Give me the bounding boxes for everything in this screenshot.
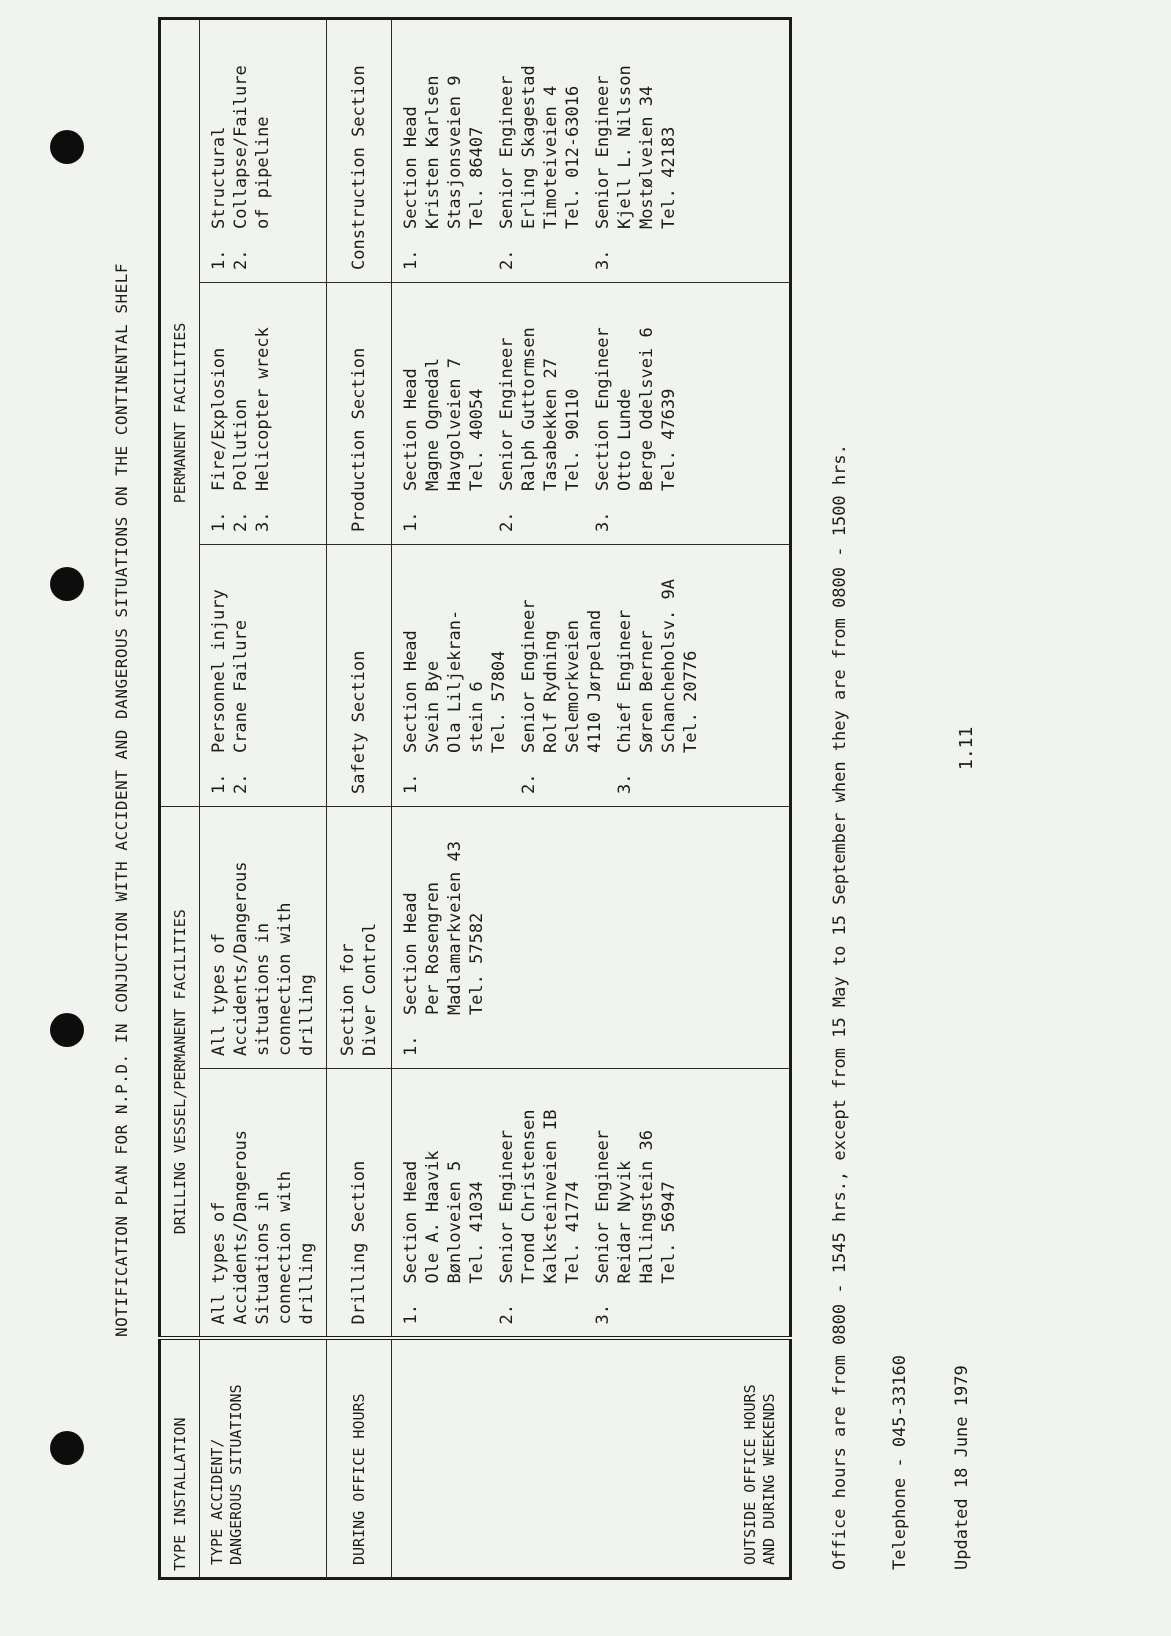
- contact-line: Per Rosengren: [423, 882, 443, 1056]
- contact-line: Tel. 42183: [659, 126, 679, 270]
- contact-line: Berge Odelsvei 6: [637, 327, 657, 532]
- contact-line: Erling Skagestad: [519, 65, 539, 270]
- contact-line: stein 6: [467, 681, 487, 794]
- contact-line: Tel. 56947: [659, 1181, 679, 1325]
- text-line: Accidents/Dangerous: [231, 861, 251, 1056]
- contact-line: 1. Section Head: [401, 368, 421, 532]
- text-line: of pipeline: [253, 116, 273, 270]
- contact-line: 1. Section Head: [401, 892, 421, 1056]
- contact-line: Timoteiveien 4: [541, 85, 561, 270]
- text-line: 2. Crane Failure: [231, 619, 251, 794]
- contact-line: 3. Senior Engineer: [593, 1130, 613, 1325]
- type-cell: [200, 806, 327, 1068]
- section-cell: [327, 806, 392, 1068]
- contact-entry: [518, 557, 606, 794]
- contact-line: 2. Senior Engineer: [497, 1130, 517, 1325]
- telephone-note: Telephone - 045-33160: [890, 1355, 910, 1570]
- contact-line: 1. Section Head: [401, 1160, 421, 1325]
- contacts-cell: [392, 282, 791, 544]
- corner-header: TYPE INSTALLATION: [160, 1339, 200, 1579]
- section-cell: [327, 282, 392, 544]
- contact-line: Tel. 90110: [563, 388, 583, 532]
- contact-line: Madlamarkveien 43: [445, 841, 465, 1056]
- contact-entry: [592, 1081, 680, 1325]
- contact-line: Trond Christensen: [519, 1109, 539, 1325]
- contacts-cell: [392, 18, 791, 282]
- text-line: 1. Fire/Explosion: [209, 347, 229, 532]
- notification-table: [158, 17, 792, 1580]
- text-line: Production Section: [349, 347, 369, 532]
- text-line: Construction Section: [349, 65, 369, 270]
- contact-line: Magne Ognedal: [423, 357, 443, 532]
- text-line: situations in: [253, 922, 273, 1056]
- contact-line: 2. Senior Engineer: [497, 75, 517, 270]
- text-line: All types of: [209, 933, 229, 1056]
- contact-line: Kjell L. Nilsson: [615, 65, 635, 270]
- type-row-label: TYPE ACCIDENT/ DANGEROUS SITUATIONS: [200, 1339, 327, 1579]
- contact-line: Tel. 012-63016: [563, 85, 583, 270]
- office-hours-note: Office hours are from 0800 - 1545 hrs., except from 15 May to 15 September when they are from 0800 - 1500 hrs.: [830, 444, 850, 1570]
- contact-line: Tel. 41034: [467, 1181, 487, 1325]
- text-line: 1. Structural: [209, 126, 229, 270]
- contact-entry: [496, 295, 584, 532]
- contact-line: 3. Section Engineer: [593, 327, 613, 532]
- type-cell: [200, 282, 327, 544]
- rotated-page: [60, 0, 1160, 1580]
- page-number: 1.11: [956, 726, 977, 770]
- section-cell: [327, 544, 392, 806]
- updated-note: Updated 18 June 1979: [952, 1365, 972, 1570]
- text-line: drilling: [297, 1242, 317, 1325]
- contact-line: Tel. 86407: [467, 126, 487, 270]
- contact-line: 4110 Jørpeland: [585, 609, 605, 794]
- contact-line: Stasjonsveien 9: [445, 75, 465, 270]
- contact-line: Svein Bye: [423, 660, 443, 794]
- contact-line: 3. Senior Engineer: [593, 75, 613, 270]
- contact-line: Bønloveien 5: [445, 1160, 465, 1325]
- contact-line: Ralph Guttormsen: [519, 327, 539, 532]
- contact-line: Selemorkveien: [563, 619, 583, 794]
- drilling-vessel-header: DRILLING VESSEL/PERMANENT FACILITIES: [160, 806, 200, 1338]
- text-line: Diver Control: [360, 922, 380, 1056]
- contacts-cell: [392, 1069, 791, 1339]
- contact-entry: [400, 32, 488, 270]
- text-line: 2. Pollution: [231, 398, 251, 532]
- section-cell: [327, 18, 392, 282]
- contact-entry: [400, 819, 488, 1056]
- contact-line: Søren Berner: [637, 630, 657, 794]
- text-line: Section for: [338, 943, 358, 1056]
- type-cell: [200, 18, 327, 282]
- contact-line: Kalksteinveien IB: [541, 1109, 561, 1325]
- outside-hours-row-label: OUTSIDE OFFICE HOURS AND DURING WEEKENDS: [392, 1339, 791, 1579]
- contact-line: Tel. 47639: [659, 388, 679, 532]
- contact-line: 2. Senior Engineer: [519, 599, 539, 794]
- contact-line: Rolf Rydning: [541, 630, 561, 794]
- contacts-cell: [392, 544, 791, 806]
- contact-entry: [400, 557, 510, 794]
- contact-line: Tel. 57582: [467, 912, 487, 1056]
- contact-entry: [400, 295, 488, 532]
- contact-line: 1. Section Head: [401, 106, 421, 270]
- contact-line: Havgolveien 7: [445, 357, 465, 532]
- contact-entry: [496, 32, 584, 270]
- contact-line: Reidar Nyvik: [615, 1160, 635, 1325]
- text-line: Drilling Section: [349, 1160, 369, 1325]
- text-line: All types of: [209, 1201, 229, 1325]
- text-line: connection with: [275, 902, 295, 1056]
- contact-entry: [496, 1081, 584, 1325]
- contact-entry: [400, 1081, 488, 1325]
- permanent-facilities-header: PERMANENT FACILITIES: [160, 18, 200, 806]
- contact-line: Hallingstein 36: [637, 1130, 657, 1325]
- contact-entry: [592, 32, 680, 270]
- contact-line: 1. Section Head: [401, 630, 421, 794]
- text-line: 2. Collapse/Failure: [231, 65, 251, 270]
- office-hours-row-label: DURING OFFICE HOURS: [327, 1339, 392, 1579]
- contact-line: Ole A. Haavik: [423, 1150, 443, 1325]
- type-cell: [200, 544, 327, 806]
- type-cell: [200, 1069, 327, 1339]
- text-line: Safety Section: [349, 650, 369, 794]
- contact-line: Tasabekken 27: [541, 357, 561, 532]
- contact-line: Schancheholsv. 9A: [659, 579, 679, 794]
- text-line: drilling: [297, 974, 317, 1056]
- text-line: 1. Personnel injury: [209, 589, 229, 794]
- contact-line: Tel. 20776: [681, 650, 701, 794]
- contact-line: Tel. 41774: [563, 1181, 583, 1325]
- text-line: Accidents/Dangerous: [231, 1130, 251, 1325]
- text-line: connection with: [275, 1170, 295, 1325]
- contact-line: Tel. 57804: [489, 650, 509, 794]
- section-cell: [327, 1069, 392, 1339]
- contact-line: Kristen Karlsen: [423, 75, 443, 270]
- contact-line: 2. Senior Engineer: [497, 337, 517, 532]
- text-line: Situations in: [253, 1191, 273, 1325]
- contacts-cell: [392, 806, 791, 1068]
- contact-line: 3. Chief Engineer: [615, 609, 635, 794]
- contact-line: Ola Liljekran-: [445, 609, 465, 794]
- contact-line: Mostølveien 34: [637, 85, 657, 270]
- contact-entry: [614, 557, 702, 794]
- text-line: 3. Helicopter wreck: [253, 327, 273, 532]
- contact-line: Tel. 40054: [467, 388, 487, 532]
- contact-entry: [592, 295, 680, 532]
- document-title: NOTIFICATION PLAN FOR N.P.D. IN CONJUCTION WITH ACCIDENT AND DANGEROUS SITUATIONS ON THE CONTINENTAL SHELF: [112, 262, 131, 1338]
- contact-line: Otto Lunde: [615, 388, 635, 532]
